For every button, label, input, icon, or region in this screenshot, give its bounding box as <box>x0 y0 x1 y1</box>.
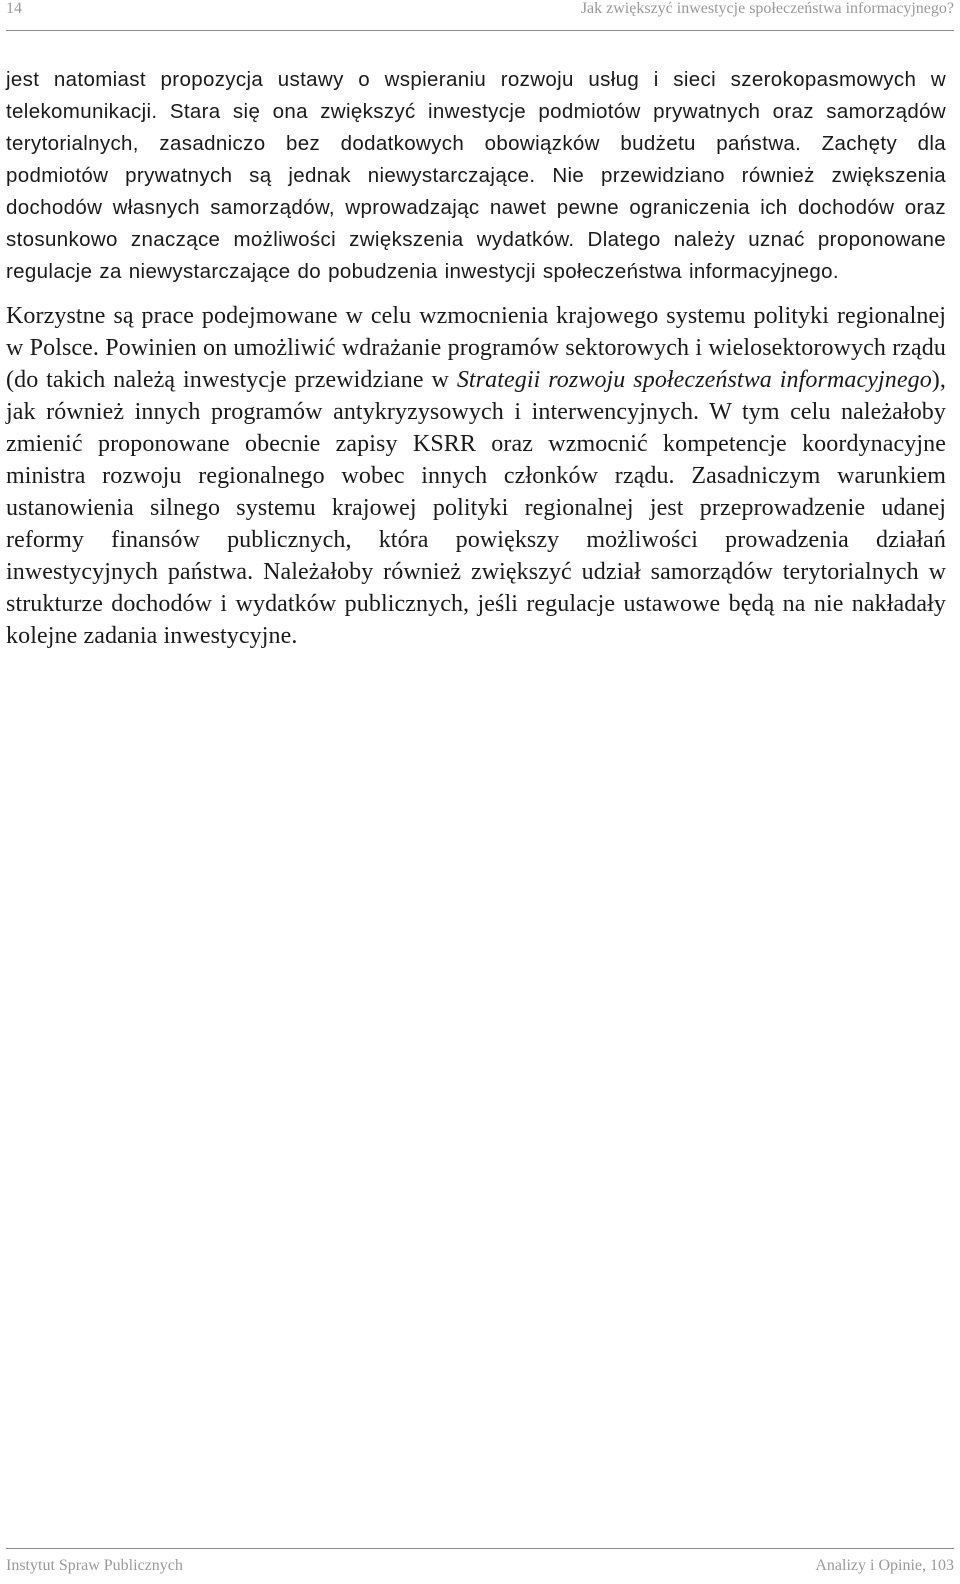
footer-publisher: Instytut Spraw Publicznych <box>6 1557 183 1574</box>
paragraph-2 <box>6 300 946 652</box>
header-divider <box>6 30 954 31</box>
strategy-title-italic: Strategii rozwoju społeczeństwa informacyjnego <box>456 367 932 393</box>
paragraph-1: jest natomiast propozycja ustawy o wspieraniu rozwoju usług i sieci szerokopasmowych w telekomunikacji. Stara się ona zwiększyć inwestycje podmiotów prywatnych oraz samorządów terytorialnych, zasadniczo bez dodatkowych obowiązków budżetu państwa. Zachęty dla podmiotów prywatnych są jednak niewystarczające. Nie przewidziano również zwiększenia dochodów własnych samorządów, wprowadzając nawet pewne ograniczenia ich dochodów oraz stosunkowo znaczące możliwości zwiększenia wydatków. Dlatego należy uznać proponowane regulacje za niewystarczające do pobudzenia inwestycji społeczeństwa informacyjnego. <box>6 68 946 283</box>
paragraph-2-text-start: Korzystne są prace podejmowane w celu wzmocnienia krajowego systemu polityki regionalnej w Polsce. Powinien on umożliwić wdrażanie programów sektorowych i wielosektorowych rządu (do takich należą inwestycje przewidziane w <box>6 303 946 393</box>
running-header <box>6 0 954 28</box>
running-title: Jak zwiększyć inwestycje społeczeństwa informacyjnego? <box>580 0 954 17</box>
page-number: 14 <box>6 0 22 17</box>
footer-series: Analizy i Opinie, 103 <box>815 1557 954 1574</box>
body-text <box>6 64 946 652</box>
page-footer <box>6 1549 954 1583</box>
paragraph-2-text-end: ), jak również innych programów antykryzysowych i interwencyjnych. W tym celu należałoby zmienić proponowane obecnie zapisy KSRR oraz wzmocnić kompetencje koordynacyjne ministra rozwoju regionalnego wobec innych członków rządu. Zasadniczym warunkiem ustanowienia silnego systemu krajowej polityki regionalnej jest przeprowadzenie udanej reformy finansów publicznych, która powiększy możliwości prowadzenia działań inwestycyjnych państwa. Należałoby również zwiększyć udział samorządów terytorialnych w strukturze dochodów i wydatków publicznych, jeśli regulacje ustawowe będą na nie nakładały kolejne zadania inwestycyjne. <box>6 367 946 649</box>
